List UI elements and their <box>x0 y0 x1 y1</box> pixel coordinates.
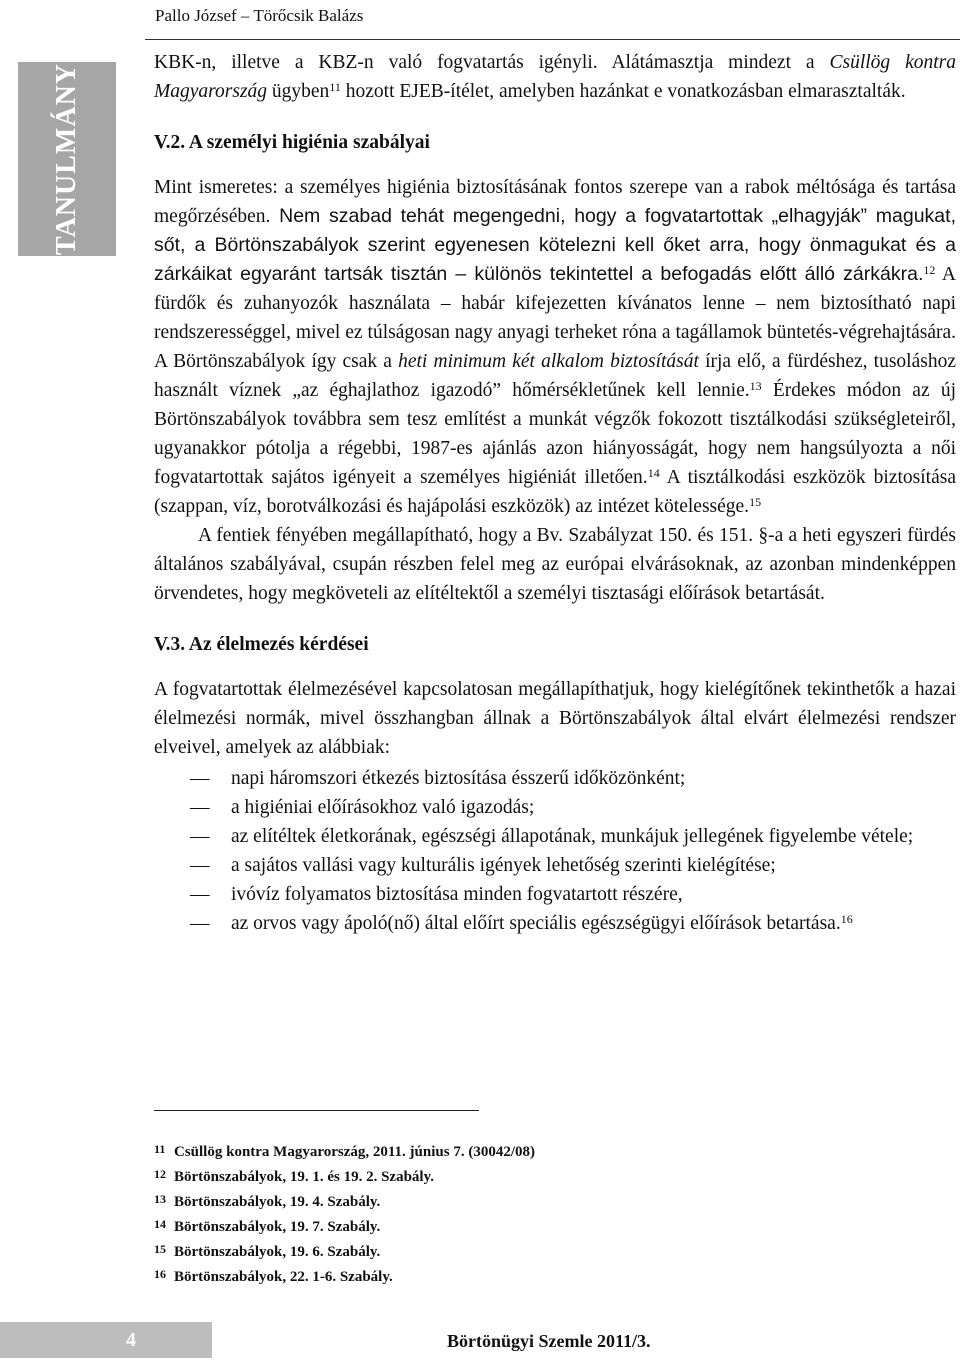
footnotes <box>154 1138 535 1288</box>
journal-title: Börtönügyi Szemle 2011/3. <box>447 1331 651 1351</box>
footnote-ref[interactable]: 16 <box>840 912 853 926</box>
footnote: 12 Börtönszabályok, 19. 1. és 19. 2. Szabály. <box>154 1167 435 1185</box>
article-body <box>154 48 956 938</box>
section-heading-food: V.3. Az élelmezés kérdései <box>154 634 369 655</box>
page-number: 4 <box>126 1329 136 1351</box>
list-item: — az elítéltek életkorának, egészségi állapotának, munkájuk jellegének figyelembe vétele; <box>154 822 956 851</box>
list-item: — a sajátos vallási vagy kulturális igények lehetőség szerinti kielégítése; <box>154 851 956 880</box>
footnote: 13 Börtönszabályok, 19. 4. Szabály. <box>154 1192 381 1210</box>
hygiene-paragraph: Mint ismeretes: a személyes higiénia biztosításának fontos szerepe van a rabok méltósága és tartása megőrzésében. Nem szabad tehát megengedni, hogy a fogvatartottak „elhagyják” magukat, sőt, a Börtönszabályok szerint egyenesen kötelezni kell őket arra, hogy önmagukat és a zárkáikat egyaránt tartsák tisztán – különös tekintettel a befogadás előtt álló zárkákra.$^{12}$ A fürdők és zuhanyozók használata – habár kifejezetten kívánatos lenne – nem biztosítható napi rendszerességgel, mivel ez túlságosan nagy anyagi terheket róna a tagállamok büntetés-végrehajtására. A Börtönszabályok így csak a heti minimum két alkalom biztosítását írja elő, a fürdéshez, tusoláshoz használt víznek „az éghajlathoz igazodó” hőmérsékletűnek kell lennie.$^{13}$ Érdekes módon az új Börtönszabályok továbbra sem tesz említést a munkát végzők fokozott tisztálkodási szükségleteiről, ugyanakkor pótolja a régebbi, 1987-es ajánlás azon hiányosságát, hogy nem hangsúlyozta a női fogvatartottak sajátos igényeit a személyes higiéniát illetően.$^{14}$ A tisztálkodási eszközök biztosítása (szappan, víz, borotválkozási és hajápolási eszközök) az intézet kötelessége.$^{15}$ <box>154 177 956 517</box>
list-item: — ivóvíz folyamatos biztosítása minden fogvatartott részére, <box>154 880 956 909</box>
food-requirements-list <box>154 764 956 938</box>
footnote-divider <box>154 1110 479 1111</box>
footnote: 16 Börtönszabályok, 22. 1-6. Szabály. <box>154 1267 393 1285</box>
section-tab <box>18 62 116 256</box>
footnote: 14 Börtönszabályok, 19. 7. Szabály. <box>154 1217 381 1235</box>
list-item: — a higiéniai előírásokhoz való igazodás; <box>154 793 956 822</box>
footnote-ref[interactable]: 11 <box>329 80 341 94</box>
page-number-band <box>0 1322 212 1358</box>
running-header-authors: Pallo József – Törőcsik Balázs <box>155 6 364 25</box>
section-heading-hygiene: V.2. A személyi higiénia szabályai <box>154 132 430 153</box>
footnote-ref[interactable]: 15 <box>749 495 762 509</box>
hygiene-conclusion-paragraph: A fentiek fényében megállapítható, hogy a Bv. Szabályzat 150. és 151. §-a a heti egyszeri fürdés általános szabályával, csupán részben felel meg az európai elvárásoknak, az azonban mindenképpen örvendetes, hogy megköveteli az elítéltektől a személyi tisztasági előírások betartását. <box>154 525 956 604</box>
footnote-ref[interactable]: 13 <box>749 379 762 393</box>
list-item: — az orvos vagy ápoló(nő) által előírt speciális egészségügyi előírások betartása.$^{16}$ <box>154 909 956 938</box>
footnote-ref[interactable]: 14 <box>647 466 660 480</box>
section-tab-label: TANULMÁNY <box>51 62 82 256</box>
footnote: 15 Börtönszabályok, 19. 6. Szabály. <box>154 1242 381 1260</box>
food-paragraph: A fogvatartottak élelmezésével kapcsolatosan megállapíthatjuk, hogy kielégítőnek tekinthetők a hazai élelmezési normák, mivel összhangban állnak a Börtönszabályok által elvárt élelmezési rendszer elveivel, amelyek az alábbiak: <box>154 679 956 758</box>
intro-paragraph: KBK-n, illetve a KBZ-n való fogvatartás igényli. Alátámasztja mindezt a Csüllög kontra Magyarország ügyben$^{11}$ hozott EJEB-ítélet, amelyben hazánkat e vonatkozásban elmarasztalták. <box>154 52 956 102</box>
footnote-ref[interactable]: 12 <box>923 263 936 277</box>
list-item: — napi háromszori étkezés biztosítása ésszerű időközönként; <box>154 764 956 793</box>
header-divider <box>145 39 960 40</box>
footnote: 11 Csüllög kontra Magyarország, 2011. június 7. (30042/08) <box>154 1142 535 1160</box>
